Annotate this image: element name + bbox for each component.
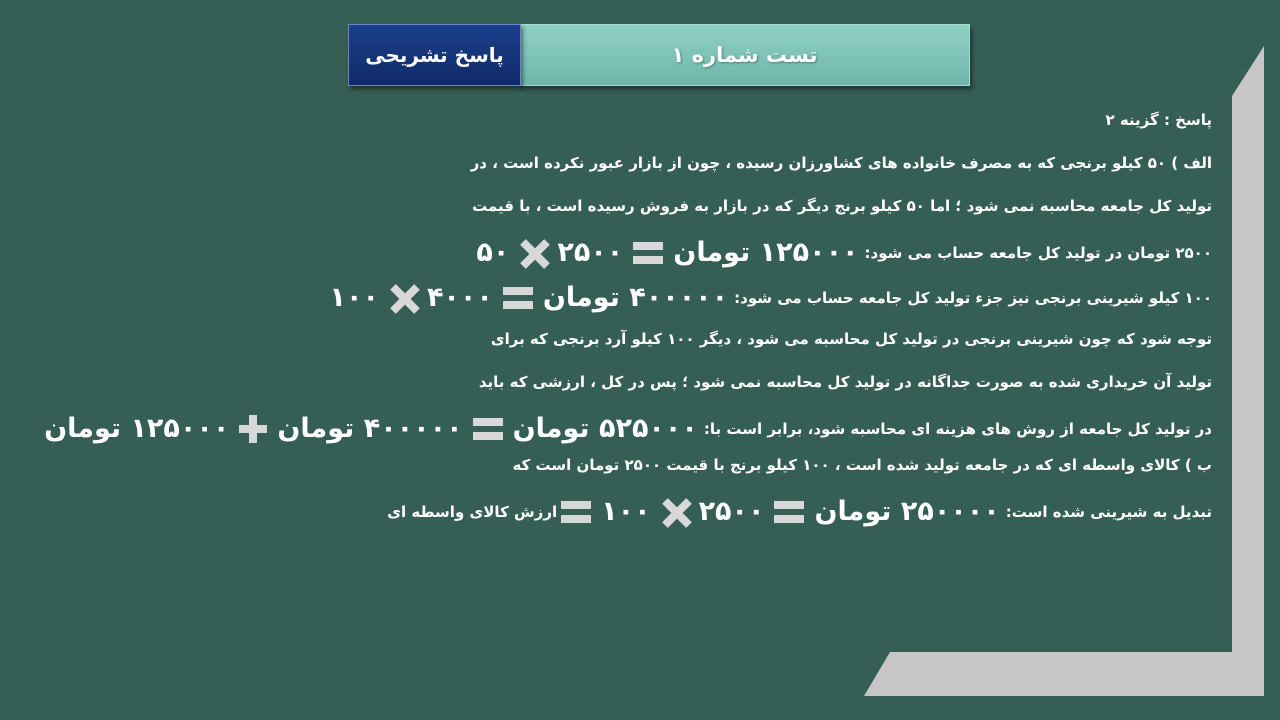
equals-icon <box>503 285 533 311</box>
paragraph-text: ب ) کالای واسطه ای که در جامعه تولید شده است ، ۱۰۰ کیلو برنج با قیمت ۲۵۰۰ تومان است که <box>512 456 1212 474</box>
equals-icon <box>774 499 804 525</box>
equation-label: ۲۵۰۰ تومان در تولید کل جامعه حساب می شود: <box>864 244 1212 262</box>
answer-line-7 <box>32 372 1212 392</box>
equation-label: در تولید کل جامعه از روش های هزینه ای محاسبه شود، برابر است با: <box>703 420 1212 438</box>
answer-body <box>32 110 1212 543</box>
equation-line-2 <box>32 284 1212 312</box>
multiply-icon <box>389 284 417 312</box>
paragraph-text: الف ) ۵۰ کیلو برنجی که به مصرف خانواده های کشاورزان رسیده ، چون از بازار عبور نکرده است ، در <box>470 154 1212 172</box>
equals-icon <box>633 240 663 266</box>
equation-operand: ۲۵۰۰ <box>698 496 765 527</box>
multiply-icon <box>519 239 547 267</box>
equation-operand: ۴۰۰۰ <box>426 282 493 313</box>
answer-line-6 <box>32 329 1212 349</box>
equation-operand: ۴۰۰۰۰۰ تومان <box>277 413 463 444</box>
equation-operand: ۱۰۰ <box>601 496 651 527</box>
equation-result: ۵۲۵۰۰۰ تومان <box>512 413 698 444</box>
equation-operand: ۱۰۰ <box>329 282 379 313</box>
equals-icon <box>473 416 503 442</box>
answer-line-3 <box>32 196 1212 216</box>
equation-operand: ۲۵۰۰ <box>557 237 624 268</box>
equation-result: ۴۰۰۰۰۰ تومان <box>542 282 729 313</box>
answer-line-2 <box>32 153 1212 173</box>
paragraph-text: توجه شود که چون شیرینی برنجی در تولید کل محاسبه می شود ، دیگر ۱۰۰ کیلو آرد برنجی که برای <box>490 330 1212 348</box>
equation-tail-label: ارزش کالای واسطه ای <box>387 503 558 521</box>
multiply-icon <box>661 498 689 526</box>
equation-line-1 <box>32 239 1212 267</box>
paragraph-text: تولید کل جامعه محاسبه نمی شود ؛ اما ۵۰ کیلو برنج دیگر که در بازار به فروش رسیده است ، با قیمت <box>472 197 1212 215</box>
slide-subtitle: پاسخ تشریحی <box>348 24 521 86</box>
equation-line-4 <box>32 498 1212 526</box>
plus-icon <box>239 415 267 443</box>
equation-label: ۱۰۰ کیلو شیرینی برنجی نیز جزء تولید کل جامعه حساب می شود: <box>734 289 1212 307</box>
equation-operand: ۵۰ <box>476 237 510 268</box>
answer-choice: پاسخ : گزینه ۲ <box>1105 111 1212 129</box>
equation-label: تبدیل به شیرینی شده است: <box>1005 503 1212 521</box>
equation-result: ۲۵۰۰۰۰ تومان <box>814 496 1000 527</box>
equals-icon <box>561 499 591 525</box>
answer-line-1 <box>32 110 1212 130</box>
equation-line-3 <box>32 415 1212 443</box>
paragraph-text: تولید آن خریداری شده به صورت جداگانه در تولید کل محاسبه نمی شود ؛ پس در کل ، ارزشی که باید <box>478 373 1212 391</box>
answer-line-9 <box>32 455 1212 475</box>
slide-title: تست شماره ۱ <box>519 24 970 86</box>
equation-operand: ۱۲۵۰۰۰ تومان <box>44 413 230 444</box>
equation-result: ۱۲۵۰۰۰ تومان <box>673 237 859 268</box>
